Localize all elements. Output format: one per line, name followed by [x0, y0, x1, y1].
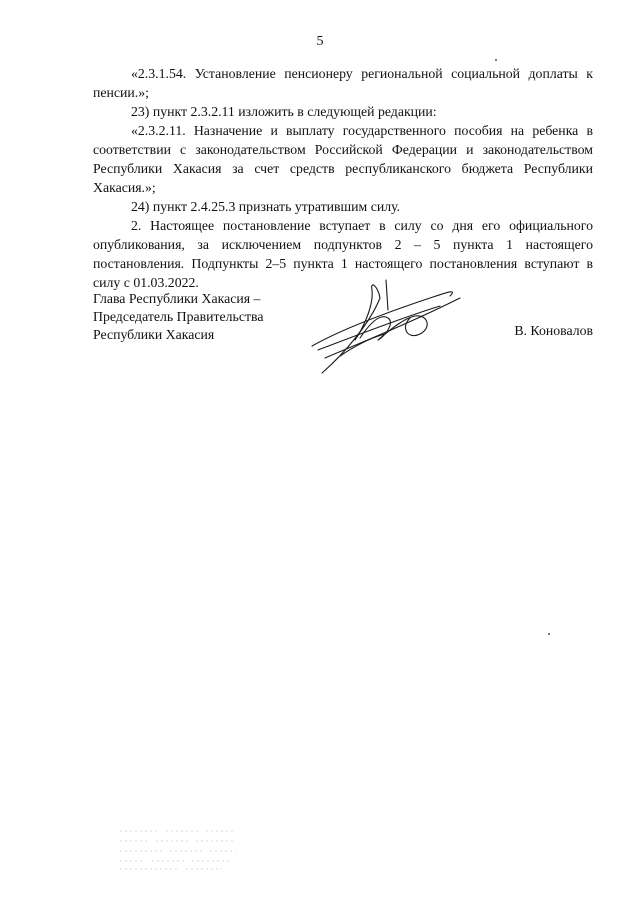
signer-title	[93, 290, 263, 344]
paragraph-effective-date: 2. Настоящее постановление вступает в силу со дня его официального опубликования, за исключением подпунктов 2 – 5 пункта 1 настоящего постановления. Подпункты 2–5 пункта 1 настоящего постановления вступают в силу с 01.03.2022.	[93, 218, 593, 290]
document-body	[93, 64, 593, 292]
handwritten-signature	[300, 268, 470, 378]
paragraph-item-2-3-1-54: «2.3.1.54. Установление пенсионеру региональной социальной доплаты к пенсии.»;	[93, 66, 593, 100]
paragraph-point-23: 23) пункт 2.3.2.11 изложить в следующей редакции:	[131, 104, 437, 119]
faint-stamp-mark	[118, 825, 238, 873]
signer-name: В. Коновалов	[514, 323, 593, 338]
signer-title-line-3: Республики Хакасия	[93, 327, 215, 342]
signer-title-line-2: Председатель Правительства	[93, 309, 264, 324]
signer-title-line-1: Глава Республики Хакасия –	[93, 291, 261, 306]
paragraph-item-2-3-2-11: «2.3.2.11. Назначение и выплату государственного пособия на ребенка в соответствии с законодательством Российской Федерации и законодательством Республики Хакасия за счет средств республиканского бюджета Республики Хакасия.»;	[93, 123, 593, 195]
paragraph-point-24: 24) пункт 2.4.25.3 признать утратившим силу.	[131, 199, 401, 214]
page-number: 5	[316, 34, 324, 49]
scan-dot	[548, 633, 550, 635]
scan-dot	[495, 59, 497, 61]
